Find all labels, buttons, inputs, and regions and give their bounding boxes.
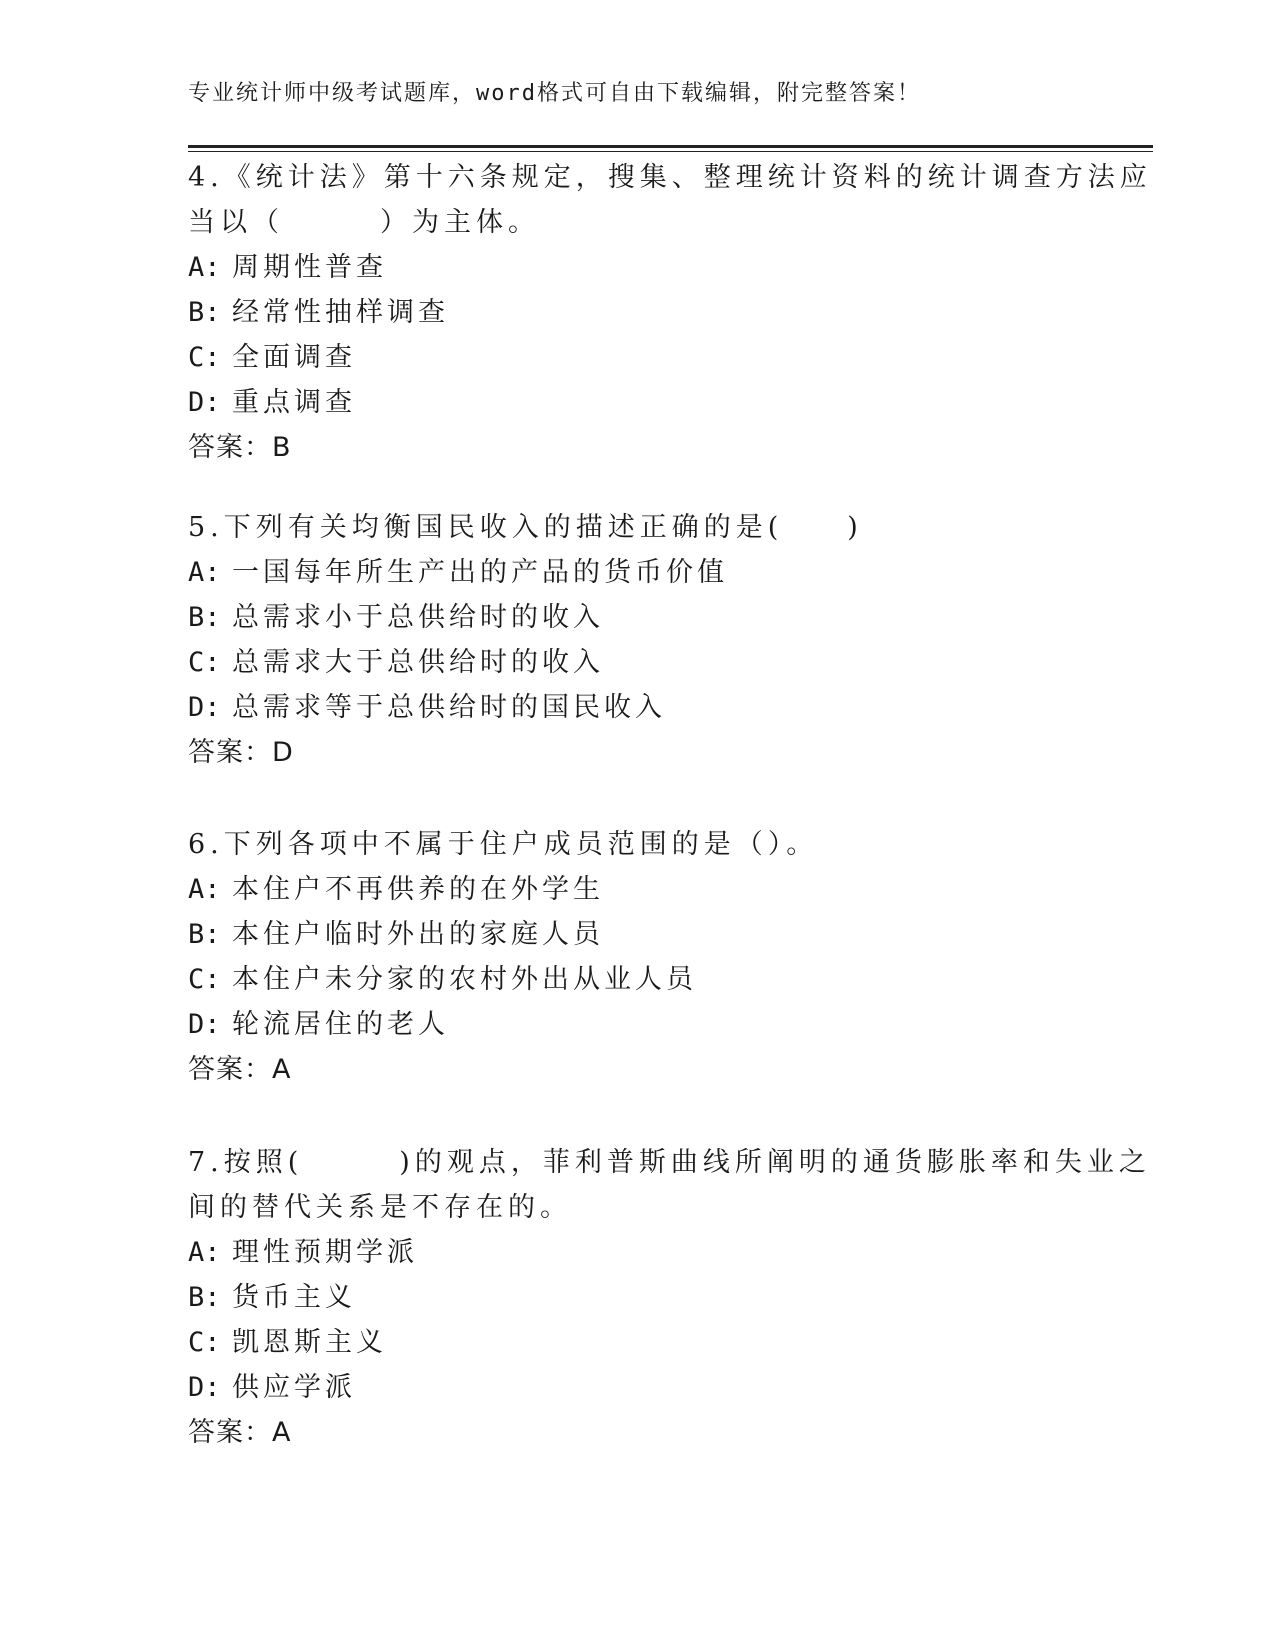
option-text: 本住户临时外出的家庭人员 xyxy=(232,919,604,950)
option-letter: D: xyxy=(188,1372,221,1403)
option-letter: C: xyxy=(188,342,221,373)
option-letter: D: xyxy=(188,692,221,723)
option-text: 周期性普查 xyxy=(232,252,387,283)
option-letter: C: xyxy=(188,1327,221,1358)
option-text: 货币主义 xyxy=(232,1282,356,1313)
option-text: 本住户不再供养的在外学生 xyxy=(232,874,604,905)
question-stem-line: 5.下列有关均衡国民收入的描述正确的是( ) xyxy=(188,512,863,543)
option-d xyxy=(188,685,1068,730)
option-a xyxy=(188,867,1068,912)
option-d xyxy=(188,380,1068,425)
option-b xyxy=(188,912,1068,957)
option-text: 总需求大于总供给时的收入 xyxy=(232,647,604,678)
question-stem-line: 间的替代关系是不存在的。 xyxy=(188,1192,572,1223)
option-a xyxy=(188,550,1068,595)
answer-line: 答案：A xyxy=(188,1054,292,1085)
option-b xyxy=(188,290,1068,335)
option-letter: B: xyxy=(188,1282,221,1313)
option-letter: B: xyxy=(188,297,221,328)
option-text: 总需求小于总供给时的收入 xyxy=(232,602,604,633)
option-c xyxy=(188,1320,1068,1365)
option-text: 重点调查 xyxy=(232,387,356,418)
option-letter: A: xyxy=(188,252,221,283)
option-letter: D: xyxy=(188,387,221,418)
option-c xyxy=(188,335,1068,380)
question-6 xyxy=(188,822,1068,1092)
answer-line: 答案：D xyxy=(188,737,294,768)
question-5 xyxy=(188,505,1068,775)
option-letter: A: xyxy=(188,557,221,588)
option-letter: B: xyxy=(188,602,221,633)
header-divider-thick xyxy=(188,145,1153,148)
option-text: 经常性抽样调查 xyxy=(232,297,449,328)
question-stem-line: 7.按照( )的观点，菲利普斯曲线所阐明的通货膨胀率和失业之 xyxy=(188,1147,1151,1178)
question-7 xyxy=(188,1140,1151,1455)
option-letter: C: xyxy=(188,647,221,678)
question-4 xyxy=(188,155,1152,470)
option-text: 本住户未分家的农村外出从业人员 xyxy=(232,964,697,995)
option-b xyxy=(188,595,1068,640)
option-letter: A: xyxy=(188,874,221,905)
option-letter: A: xyxy=(188,1237,221,1268)
answer-line: 答案：A xyxy=(188,1417,292,1448)
option-text: 理性预期学派 xyxy=(232,1237,418,1268)
question-stem-line: 当以（ ）为主体。 xyxy=(188,207,540,238)
option-letter: C: xyxy=(188,964,221,995)
question-stem-line: 4.《统计法》第十六条规定，搜集、整理统计资料的统计调查方法应 xyxy=(188,162,1152,193)
option-c xyxy=(188,640,1068,685)
page-header: 专业统计师中级考试题库，word格式可自由下载编辑，附完整答案！ xyxy=(188,81,921,106)
option-d xyxy=(188,1002,1068,1047)
option-c xyxy=(188,957,1068,1002)
option-text: 轮流居住的老人 xyxy=(232,1009,449,1040)
option-text: 一国每年所生产出的产品的货币价值 xyxy=(232,557,728,588)
option-text: 凯恩斯主义 xyxy=(232,1327,387,1358)
option-letter: B: xyxy=(188,919,221,950)
option-text: 供应学派 xyxy=(232,1372,356,1403)
option-b xyxy=(188,1275,1068,1320)
answer-line: 答案：B xyxy=(188,432,292,463)
option-text: 总需求等于总供给时的国民收入 xyxy=(232,692,666,723)
option-a xyxy=(188,1230,1068,1275)
option-a xyxy=(188,245,1068,290)
option-letter: D: xyxy=(188,1009,221,1040)
option-d xyxy=(188,1365,1068,1410)
question-stem-line: 6.下列各项中不属于住户成员范围的是（）。 xyxy=(188,829,819,860)
option-text: 全面调查 xyxy=(232,342,356,373)
header-divider-thin xyxy=(188,151,1153,152)
